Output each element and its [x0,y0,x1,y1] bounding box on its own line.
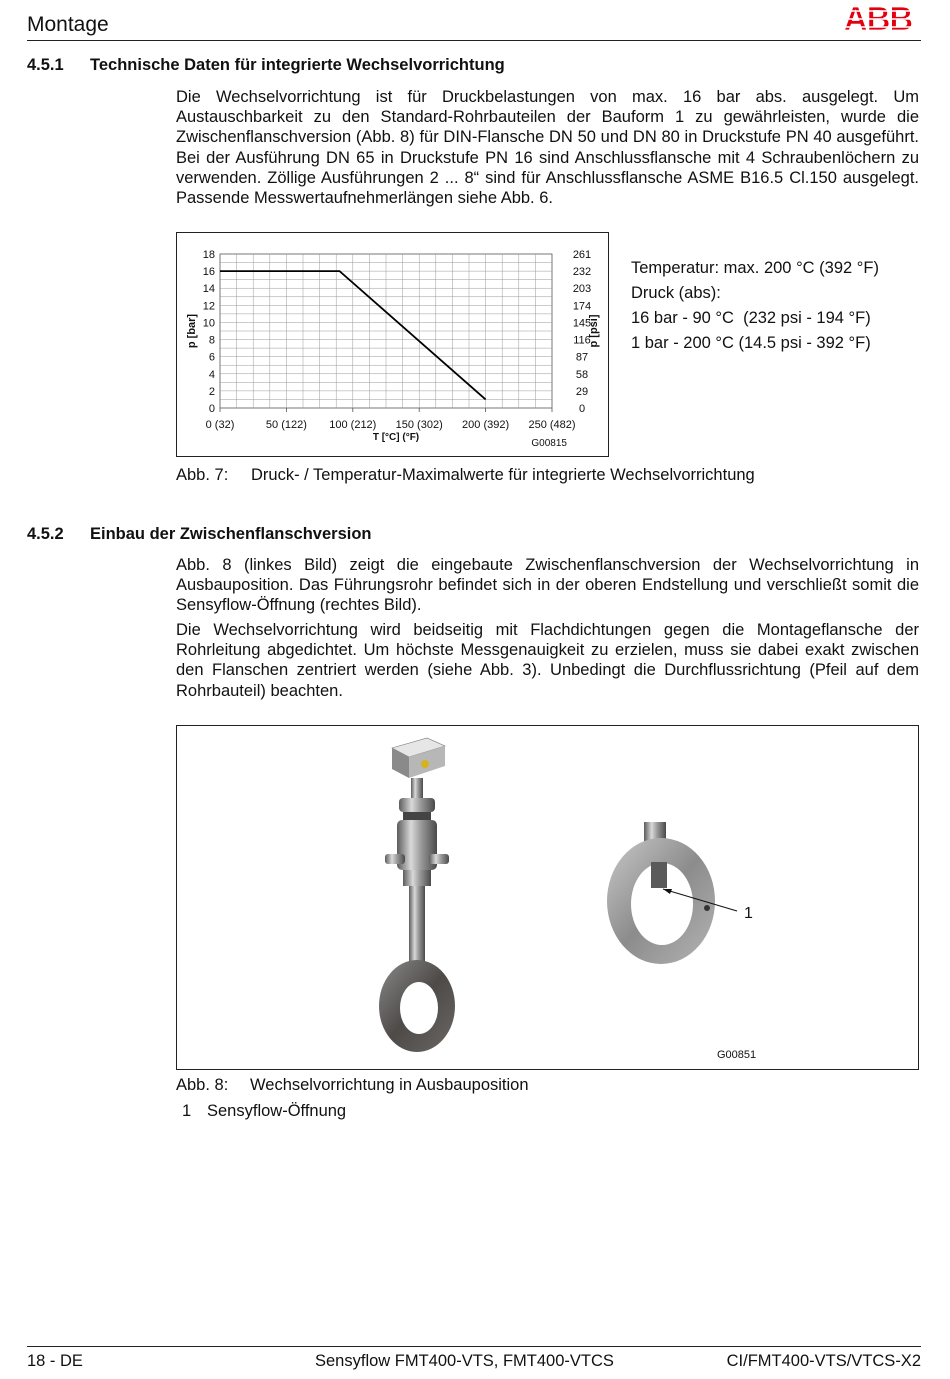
chart-y-tick-label: 6 [208,351,215,364]
chart-x-tick-label: 250 (482) [528,419,576,431]
section-paragraph-2: Die Wechselvorrichtung wird beidseitig mit Flachdichtungen gegen die Montageflansche der Rohrleitung abgedichtet. Um höchste Messgenauigkeit zu erzielen, muss sie dabei exakt zwischen den Flanschen zentriert werden (siehe Abb. 3). Unbedingt die Durchflussrichtung (Pfeil auf dem Rohrbauteil) beachten. [176,621,919,700]
chart-y-right-tick-label: 232 [572,266,592,279]
chart-y-tick-label: 10 [202,317,215,330]
legend-text: Sensyflow-Öffnung [207,1102,347,1120]
footer-rule [27,1346,921,1347]
legend-number: 1 [182,1102,192,1120]
section-title: Technische Daten für integrierte Wechselvorrichtung [90,56,505,74]
sensor-ring-image [607,822,737,964]
footer-product: Sensyflow FMT400-VTS, FMT400-VTCS [315,1352,614,1370]
section-paragraph: Die Wechselvorrichtung ist für Druckbelastungen von max. 16 bar abs. ausgelegt. Um Austauschbarkeit zu den Standard-Rohrbauteilen der Bauform 1 zu gewährleisten, wurde die Zwischenflanschversion (Abb. 8) für DIN-Flansche DN 50 und DN 80 in Druckstufe PN 40 ausgeführt. Bei der Ausführung DN 65 in Druckstufe PN 16 sind Anschlussflansche mit 4 Schraubenlöchern zu verwenden. Zöllige Ausführungen 2 ... 8“ sind für Anschlussflansche ASME B16.5 Cl.150 ausgelegt. Passende Messwertaufnehmerlängen siehe Abb. 6. [176,88,919,208]
chart-y-right-tick-label: 29 [575,385,589,398]
chart-y-right-tick-label: 145 [572,317,592,330]
abb-logo-text: ABB [843,2,913,34]
chart-y-right-tick-label: 58 [575,368,589,381]
figure-8-label: Abb. 8: [176,1076,229,1094]
chart-y-right-axis-label: p [psi] [588,314,600,348]
chart-x-tick-label: 100 (212) [329,419,377,431]
page-header-title: Montage [27,13,109,36]
chart-x-tick-label: 150 (302) [395,419,443,431]
chart-x-tick-label: 50 (122) [265,419,307,431]
chart-y-right-tick-label: 116 [573,334,591,347]
chart-notes [631,256,879,356]
section-paragraph-1: Abb. 8 (linkes Bild) zeigt die eingebaute Zwischenflanschversion der Wechselvorrichtung in Ausbauposition. Das Führungsrohr befindet sich in der oberen Endstellung und verschließt somit die Sensyflow-Öffnung (rechtes Bild). [176,556,919,615]
pressure-temperature-chart [176,232,609,457]
callout-number: 1 [744,905,753,922]
figure-8-photo [176,725,919,1070]
chart-x-tick-label: 0 (32) [205,419,235,431]
chart-x-axis-label: T [°C] (°F) [372,432,420,443]
chart-code: G00815 [531,438,567,449]
chart-y-tick-label: 2 [208,385,215,398]
section-number: 4.5.2 [27,525,64,543]
chart-y-right-tick-label: 0 [578,403,586,415]
chart-y-axis-label: p [bar] [186,313,198,349]
chart-y-tick-label: 8 [208,334,215,347]
chart-y-right-tick-label: 261 [572,249,592,261]
chart-y-tick-label: 16 [202,266,215,279]
chart-y-right-tick-label: 174 [572,300,592,313]
abb-logo [836,2,920,34]
device-photo-illustration [177,726,918,1069]
chart-svg [177,233,608,456]
header-rule [27,40,921,41]
figure-8-caption: Wechselvorrichtung in Ausbauposition [250,1076,529,1094]
chart-y-tick-label: 4 [208,368,215,381]
chart-note-pressure-1: 16 bar - 90 °C (232 psi - 194 °F) [631,309,871,327]
footer-page-number: 18 - DE [27,1352,83,1370]
figure-code: G00851 [717,1049,757,1061]
section-number: 4.5.1 [27,56,64,74]
chart-note-pressure-2: 1 bar - 200 °C (14.5 psi - 392 °F) [631,334,871,352]
chart-note-pressure-heading: Druck (abs): [631,284,721,302]
section-title: Einbau der Zwischenflanschversion [90,525,372,543]
chart-y-right-tick-label: 203 [572,283,592,296]
footer-doc-id: CI/FMT400-VTS/VTCS-X2 [726,1352,921,1370]
figure-7-caption: Druck- / Temperatur-Maximalwerte für integrierte Wechselvorrichtung [251,466,755,484]
chart-y-tick-label: 12 [202,300,215,313]
chart-y-tick-label: 18 [202,249,215,261]
chart-y-tick-label: 0 [208,403,215,415]
chart-x-tick-label: 200 (392) [462,419,510,431]
chart-y-right-tick-label: 87 [575,351,589,364]
changer-device-image [379,738,455,1052]
chart-note-temperature: Temperatur: max. 200 °C (392 °F) [631,259,879,277]
figure-7-label: Abb. 7: [176,466,229,484]
chart-y-tick-label: 14 [202,283,215,296]
